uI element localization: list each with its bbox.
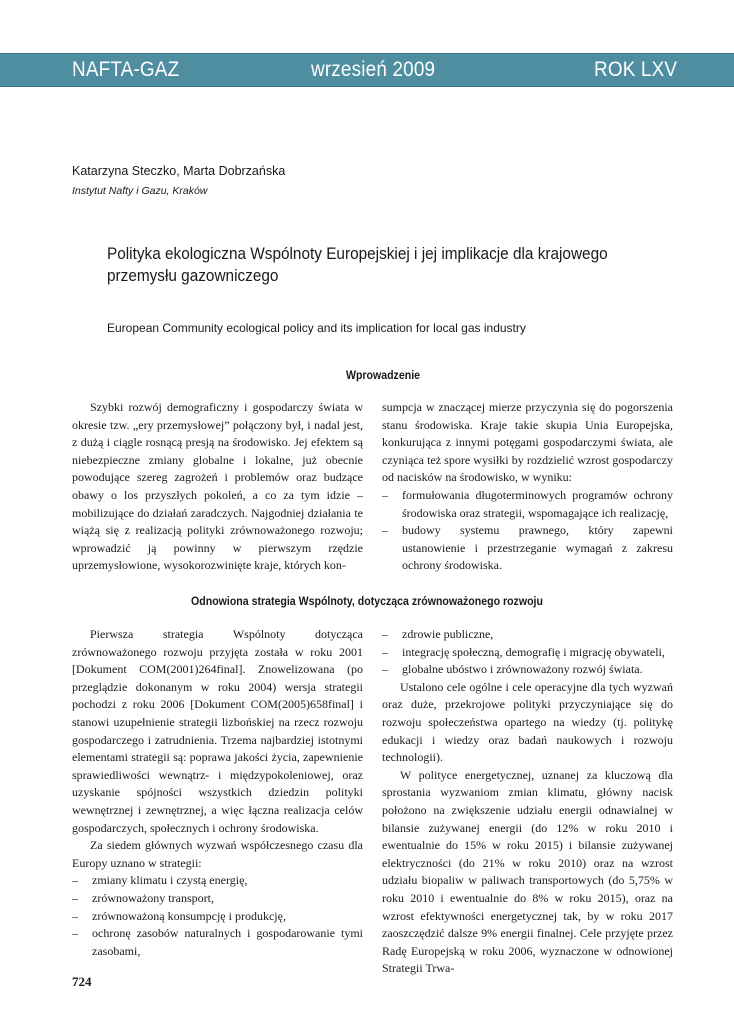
page-number: 724 — [72, 974, 92, 989]
intro-paragraph: Szybki rozwój demograficzny i gospodarczy świata w okresie tzw. „ery przemysłowej” połączony był, i nadal jest, z dużą i ciągle rosnącą presją na środowisko. Jej efektem są niebezpieczne zmiany globalne i lokalne, już obecnie powodujące szereg zagrożeń i problemów oraz budzące obawy o los przyszłych pokoleń, a co za tym idzie – mobilizujące do działań zaradczych. Najgodniej działania te wiążą się z realizacją polityki zrównoważonego rozwoju; wprowadzić ją powinny w pierwszym rzędzie uprzemysłowione, wysokorozwinięte kraje, których kon- — [72, 400, 363, 573]
strategy-left-column — [72, 626, 363, 960]
list-item: – zdrowie publiczne, — [382, 626, 673, 644]
journal-volume: ROK LXV — [594, 58, 678, 81]
list-item: – zrównoważoną konsumpcję i produkcję, — [72, 908, 363, 926]
list-item: – formułowania długoterminowych programów ochrony środowiska oraz strategii, wspomagające ich realizację, — [382, 487, 673, 522]
strategy-right-column — [382, 626, 673, 978]
list-item: – zrównoważony transport, — [72, 890, 363, 908]
article-title-polish: Polityka ekologiczna Wspólnoty Europejskiej i jej implikacje dla krajowego przemysłu gazowniczego — [107, 245, 608, 285]
strategy-paragraph: Za siedem głównych wyzwań współczesnego czasu dla Europy uznano w strategii: — [72, 838, 363, 870]
article-authors: Katarzyna Steczko, Marta Dobrzańska — [72, 164, 286, 178]
journal-header-band — [0, 53, 734, 87]
strategy-paragraph: Pierwsza strategia Wspólnoty dotycząca zrównoważonego rozwoju przyjęta została w roku 2001 [Dokument COM(2001)264final]. Znowelizowana (po przeglądzie dokonanym w roku 2004) wersja strategii pochodzi z roku 2006 [Dokument COM(2005)658final] i stanowi uzupełnienie strategii lizbońskiej na rzecz rozwoju gospodarczego i zatrudnienia. Trzema najbardziej istotnymi elementami strategii są: poprawa jakości życia, zapewnienie sprawiedliwości wewnątrz- i międzypokoleniowej, oraz uzyskanie spójności wszystkich dziedzin polityki wewnętrznej i zewnętrznej, a więc łączna realizacja celów gospodarczych, społecznych i ochrony środowiska. — [72, 627, 363, 835]
strategy-paragraph: W polityce energetycznej, uznanej za kluczową dla sprostania wyzwaniom zmian klimatu, główny nacisk położono na zwiększenie udziału energii odnawialnej w bilansie zużywanej energii (do 12% w roku 2010 i ewentualnie do 15% w roku 2015) i bilansie zużywanej elektryczności (do 21% w roku 2010) oraz na wzrost udziału biopaliw w paliwach transportowych (do 5,75% w roku 2010 i ewentualnie do 8% w roku 2015), oraz na wzrost efektywności energetycznej tak, by w roku 2017 zaoszczędzić dalsze 9% energii finalnej. Cele przyjęte przez Radę Europejską w roku 2006, wyznaczone w odnowionej Strategii Trwa- — [382, 767, 673, 976]
issue-date: wrzesień 2009 — [311, 58, 436, 81]
list-item: – ochronę zasobów naturalnych i gospodarowanie tymi zasobami, — [72, 925, 363, 960]
intro-right-column — [382, 399, 673, 575]
article-title-english: European Community ecological policy and its implication for local gas industry — [107, 321, 526, 335]
section-heading-strategy: Odnowiona strategia Wspólnoty, dotycząca zrównoważonego rozwoju — [191, 596, 543, 608]
list-item: – globalne ubóstwo i zrównoważony rozwój świata. — [382, 661, 673, 679]
author-affiliation: Instytut Nafty i Gazu, Kraków — [72, 185, 208, 197]
challenges-list — [72, 872, 363, 960]
challenges-list-continued — [382, 626, 673, 679]
intro-left-column — [72, 399, 363, 575]
list-item: – zmiany klimatu i czystą energię, — [72, 872, 363, 890]
strategy-paragraph: Ustalono cele ogólne i cele operacyjne dla tych wyzwań oraz duże, przekrojowe polityki przyczyniające się do rozwoju społeczeństwa opartego na wiedzy (tj. politykę edukacji i wiedzy oraz badań naukowych i rozwoju technologii). — [382, 679, 673, 765]
section-heading-introduction: Wprowadzenie — [345, 370, 421, 382]
journal-name: NAFTA-GAZ — [72, 58, 180, 81]
list-item: – integrację społeczną, demografię i migrację obywateli, — [382, 644, 673, 662]
intro-paragraph-continued: sumpcja w znaczącej mierze przyczynia się do pogorszenia stanu środowiska. Kraje takie skupia Unia Europejska, konkurująca z innymi potęgami gospodarczymi świata, ale czyniąca też spore wysiłki by rozdzielić wzrost gospodarczy od nacisków na środowisko, w wyniku: — [382, 400, 673, 485]
list-item: – budowy systemu prawnego, który zapewni ustanowienie i przestrzeganie wymagań z zakresu ochrony środowiska. — [382, 522, 673, 575]
intro-list — [382, 487, 673, 575]
